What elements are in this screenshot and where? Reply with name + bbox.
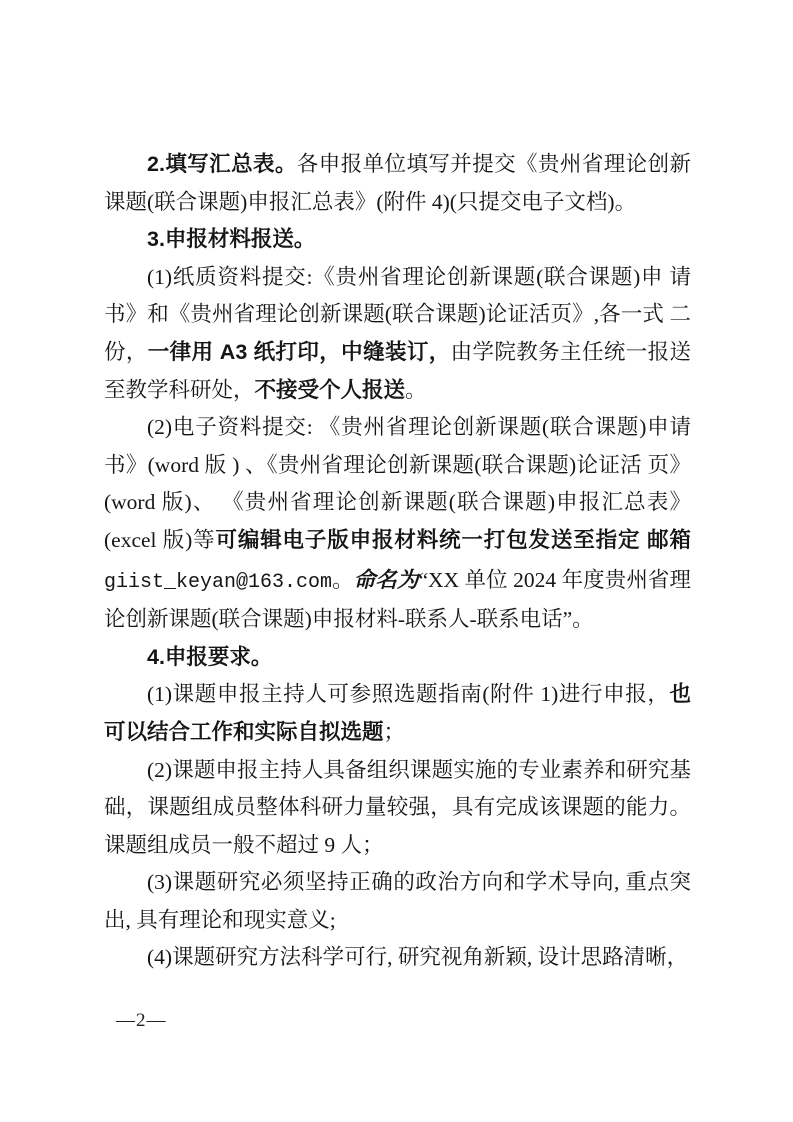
document-body	[104, 146, 691, 977]
para-requirement-4	[104, 939, 691, 977]
text-run: 也可以结合工作和实际自拟选题	[104, 682, 691, 744]
text-run: 各申报单位填写并提交《贵州省理论创新课题(联合课题)申报汇总表》(附件 4)(只提交电子文档)。	[104, 152, 691, 214]
page-number: —2—	[116, 1010, 167, 1031]
text-run: (1)纸质资料提交:《贵州省理论创新课题(联合课题)申 请书》和《贵州省理论创新课题(联合课题)论证活页》,各一式 二份，	[104, 264, 691, 364]
text-run: ；	[383, 719, 406, 744]
para-requirement-3	[104, 864, 691, 939]
para-requirement-1	[104, 676, 691, 751]
text-run: (1)课题申报主持人可参照选题指南(附件 1)进行申报，	[147, 682, 670, 707]
para-heading-application-requirements	[104, 639, 691, 677]
text-run: 由学院教务主任统一报送至教学科研处，	[104, 339, 691, 402]
text-run: 4.申报要求。	[147, 644, 273, 669]
para-paper-material-submission	[104, 259, 691, 409]
text-run: 。	[332, 567, 354, 592]
para-electronic-material-submission	[104, 409, 691, 639]
text-run: (4)课题研究方法科学可行, 研究视角新颖, 设计思路清晰，	[147, 945, 689, 970]
text-run: (2)电子资料提交: 《贵州省理论创新课题(联合课题)申请书》(word 版 ) 、《贵州省理论创新课题(联合课题)论证活 页》(word 版)、 《贵州省理论创新课题(联合课题)申报汇总表》(excel 版)等	[104, 415, 691, 552]
text-run: 3.申报材料报送。	[147, 227, 316, 252]
text-run: 不接受个人报送	[254, 377, 406, 402]
para-requirement-2	[104, 752, 691, 865]
para-heading-material-submission	[104, 221, 691, 259]
text-run: 一律用 A3 纸打印，中缝装订，	[147, 339, 451, 364]
text-run: 2.填写汇总表。	[147, 152, 297, 176]
text-run: “XX 单位 2024 年度贵州省理论创新课题(联合课题)申报材料-联系人-联系电话”。	[104, 567, 691, 632]
para-fill-summary-table	[104, 146, 691, 221]
text-run: (3)课题研究必须坚持正确的政治方向和学术导向, 重点突出, 具有理论和现实意义;	[104, 870, 691, 932]
text-run: giist_keyan@163.com	[104, 570, 333, 594]
text-run: 可编辑电子版申报材料统一打包发送至指定 邮箱	[215, 527, 691, 552]
text-run: 。	[405, 377, 427, 402]
text-run: 命名为	[353, 567, 419, 592]
text-run: (2)课题申报主持人具备组织课题实施的专业素养和研究基础，课题组成员整体科研力量较强，具有完成该课题的能力。课题组成员一般不超过 9 人；	[104, 757, 691, 857]
